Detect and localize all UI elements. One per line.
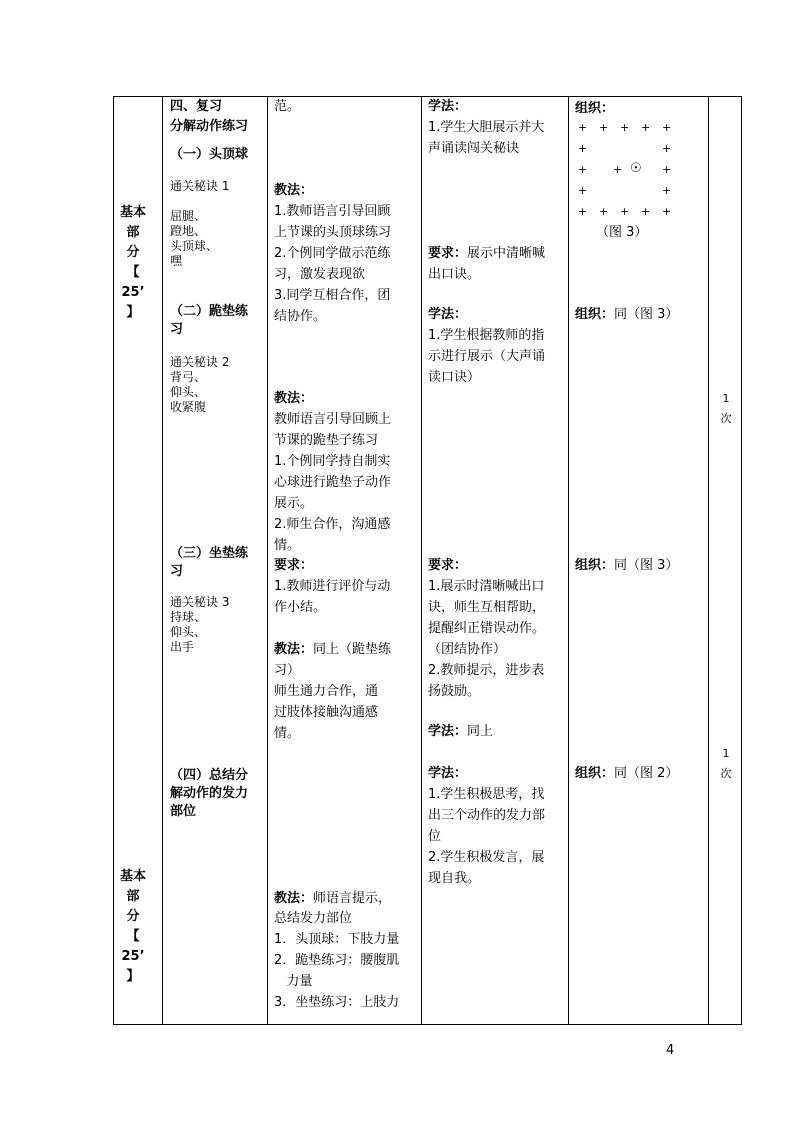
method-5-text: 师语言提示， 总结发力部位 <box>274 891 392 926</box>
student-mark: + <box>620 121 630 134</box>
student-mark: + <box>662 205 672 218</box>
column-divider <box>162 97 163 1024</box>
summary-heading: （四）总结分 解动作的发力 部位 <box>170 768 249 819</box>
method-block-1 <box>274 181 418 327</box>
kneel-mat-heading: （二）跪垫练 习 <box>170 304 249 337</box>
learning-block-2 <box>428 305 566 388</box>
method-block-4 <box>274 639 418 744</box>
student-mark: + <box>662 184 672 197</box>
requirement-1-head: 要求： <box>428 246 468 261</box>
sit-mat-tips: 通关秘诀 3 持球、 仰头、 出手 <box>170 595 230 654</box>
method-3-head: 要求： <box>274 558 314 573</box>
requirement-2-text: 1.展示时清晰喊出口 诀，师生互相帮助， 提醒纠正错误动作。 （团结协作） 2.教师提示，进步表 扬鼓励。 <box>428 579 546 699</box>
repetition-count: 1 次 <box>720 747 732 780</box>
column-divider <box>708 97 709 1024</box>
column-divider <box>568 97 569 1024</box>
column-divider <box>421 97 422 1024</box>
learning-block-1 <box>428 97 566 159</box>
page-number: 4 <box>666 1043 675 1058</box>
organization-2 <box>575 305 707 325</box>
method-3-text: 1.教师进行评价与动 作小结。 <box>274 579 391 615</box>
method-5-item: 3．坐垫练习：上肢力 <box>274 995 400 1010</box>
figure-caption: （图 3） <box>596 225 648 240</box>
requirement-2-head: 要求： <box>428 558 468 573</box>
organization-1-head: 组织： <box>575 101 615 116</box>
requirement-block-1 <box>428 243 566 285</box>
learning-1-head: 学法： <box>428 99 468 114</box>
sit-mat-heading: （三）坐垫练 习 <box>170 546 249 579</box>
organization-4 <box>575 764 707 784</box>
kneel-mat-tips: 通关秘诀 2 背弓、 仰头、 收紧腹 <box>170 355 230 414</box>
method-2-head: 教法： <box>274 391 314 406</box>
student-mark: + <box>620 205 630 218</box>
method-block-2 <box>274 389 418 556</box>
learning-block-4 <box>428 764 566 889</box>
learning-1-text: 1.学生大胆展示并大 声诵读闯关秘诀 <box>428 120 545 156</box>
method-5-item: 2．跪垫练习：腰腹肌 <box>274 953 400 968</box>
organization-3-text: 同（图 3） <box>614 558 679 573</box>
student-mark: + <box>599 121 609 134</box>
learning-2-text: 1.学生根据教师的指 示进行展示（大声诵 读口诀） <box>428 328 546 385</box>
method-1-text: 1.教师语言引导回顾 上节课的头顶球练习 2.个例同学做示范练 习，激发表现欲 3.同学互相合作，团 结协作。 <box>274 204 392 324</box>
section-label-bottom: 基本 部 分 【 25’ 】 <box>120 869 147 984</box>
student-mark: + <box>578 184 588 197</box>
student-mark: + <box>578 163 588 176</box>
learning-block-3 <box>428 722 566 742</box>
header-ball-heading: （一）头顶球 <box>170 147 249 162</box>
organization-4-text: 同（图 2） <box>614 766 679 781</box>
organization-4-head: 组织： <box>575 766 615 781</box>
column-divider <box>267 97 268 1024</box>
organization-3 <box>575 556 707 576</box>
student-mark: + <box>599 205 609 218</box>
lesson-plan-table <box>113 96 742 1025</box>
method-block-3 <box>274 556 418 618</box>
section-label-top: 基本 部 分 【 25’ 】 <box>120 205 147 320</box>
formation-diagram <box>578 121 678 218</box>
student-mark: + <box>662 163 672 176</box>
teacher-mark-icon: ☉ <box>630 161 642 176</box>
method-continuation: 范。 <box>274 99 301 114</box>
header-ball-tips: 通关秘诀 1 屈腿、 蹬地、 头顶球、 嘿 <box>170 179 230 268</box>
method-5-head: 教法： <box>274 891 314 906</box>
organization-2-head: 组织： <box>575 307 615 322</box>
method-4-text: 同上（跪垫练 习） 师生通力合作，通 过肢体接触沟通感 情。 <box>274 642 392 741</box>
requirement-block-2 <box>428 556 566 702</box>
learning-4-text: 1.学生积极思考，找 出三个动作的发力部 位 2.学生积极发言，展 现自我。 <box>428 787 546 886</box>
student-mark: + <box>578 121 588 134</box>
method-block-5 <box>274 889 418 1013</box>
review-heading: 四、复习 分解动作练习 <box>170 99 249 134</box>
method-5-item: 1．头顶球：下肢力量 <box>274 932 400 947</box>
student-mark: + <box>578 205 588 218</box>
method-5-item: 力量 <box>274 974 313 989</box>
student-mark: + <box>578 142 588 155</box>
student-mark: + <box>641 205 651 218</box>
organization-3-head: 组织： <box>575 558 615 573</box>
requirement-1-text: 展示中清晰喊 出口诀。 <box>428 246 546 282</box>
learning-4-head: 学法： <box>428 766 468 781</box>
student-mark: + <box>662 142 672 155</box>
learning-3-text: 同上 <box>467 724 494 739</box>
method-4-head: 教法： <box>274 642 314 657</box>
student-mark: + <box>613 163 623 176</box>
method-1-head: 教法： <box>274 183 314 198</box>
method-2-text: 教师语言引导回顾上 节课的跪垫子练习 1.个例同学持自制实 心球进行跪垫子动作 展示。 2.师生合作，沟通感 情。 <box>274 412 392 553</box>
student-mark: + <box>641 121 651 134</box>
student-mark: + <box>662 121 672 134</box>
repetition-count: 1 次 <box>720 392 732 425</box>
learning-3-head: 学法： <box>428 724 468 739</box>
organization-2-text: 同（图 3） <box>614 307 679 322</box>
learning-2-head: 学法： <box>428 307 468 322</box>
